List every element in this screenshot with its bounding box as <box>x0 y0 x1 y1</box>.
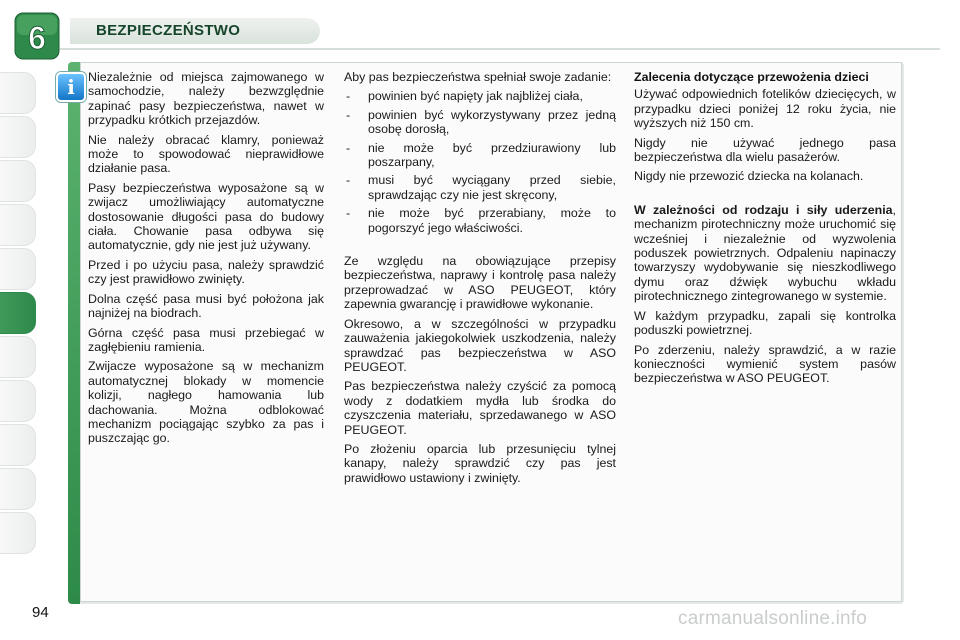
paragraph: Po zderzeniu, należy sprawdzić, a w razie konieczności wymienić system pasów bezpieczeństwa w ASO PEUGEOT. <box>634 342 896 386</box>
chapter-tab-11[interactable] <box>0 512 36 554</box>
paragraph: Pas bezpieczeństwa należy czyścić za pomocą wody z dodatkiem mydła lub środka do czyszczenia materiału, sprzedawanego w ASO PEUGEOT. <box>344 379 616 437</box>
requirements-list <box>344 89 616 235</box>
paragraph: Po złożeniu oparcia lub przesunięciu tylnej kanapy, należy sprawdzić czy pas jest prawidłowo ustawiony i zwinięty. <box>344 441 616 485</box>
chapter-badge <box>14 12 60 60</box>
chapter-tab-7[interactable] <box>0 336 36 378</box>
paragraph-rest: , mechanizm pirotechniczny może uruchomić się wcześniej i niezależnie od wyzwolenia poduszek powietrznych. Odpaleniu napinaczy towarzyszy wydobywanie się nieszkodliwego dymu oraz dźwięk wybuchu wkładu pirotechnicznego zintegrowanego w systemie. <box>634 202 896 304</box>
chapter-tab-4[interactable] <box>0 204 36 246</box>
chapter-tab-5[interactable] <box>0 248 36 290</box>
section-heading: Zalecenia dotyczące przewożenia dzieci <box>634 70 869 84</box>
text-column-2 <box>344 70 616 490</box>
list-item: - nie może być przedziurawiony lub poszarpany, <box>344 141 616 170</box>
page-title: BEZPIECZEŃSTWO <box>96 22 241 39</box>
paragraph: Nigdy nie przewozić dziecka na kolanach. <box>634 169 864 184</box>
info-panel-accent <box>68 62 80 604</box>
chapter-tab-8[interactable] <box>0 380 36 422</box>
watermark[interactable]: carmanualsonline.info <box>678 608 868 629</box>
paragraph: Dolna część pasa musi być położona jak najniżej na biodrach. <box>88 291 324 321</box>
list-item: - musi być wyciągany przed siebie, sprawdzając czy nie jest skręcony, <box>344 173 616 202</box>
paragraph: Zwijacze wyposażone są w mechanizm automatycznej blokady w momencie kolizji, nagłego hamowania lub dachowania. Można odblokować mechanizm pociągając szybko za pas i puszczając go. <box>88 359 324 446</box>
paragraph: Nie należy obracać klamry, ponieważ może to spowodować nieprawidłowe działanie pasa. <box>88 132 324 176</box>
paragraph-pyrotechnic <box>634 203 896 304</box>
paragraph: Przed i po użyciu pasa, należy sprawdzić czy jest prawidłowo zwinięty. <box>88 257 324 287</box>
bold-lead: W zależności od rodzaju i siły uderzenia <box>634 202 893 217</box>
info-icon: i <box>56 72 86 102</box>
chapter-tab-9[interactable] <box>0 424 36 466</box>
chapter-tabs <box>0 72 36 556</box>
list-item: - powinien być napięty jak najbliżej ciała, <box>344 89 616 103</box>
text-column-3 <box>634 70 896 391</box>
chapter-tab-2[interactable] <box>0 116 36 158</box>
paragraph: Ze względu na obowiązujące przepisy bezpieczeństwa, naprawy i kontrolę pasa należy przeprowadzać w ASO PEUGEOT, który zapewnia gwarancję i prawidłowe wykonanie. <box>344 254 616 312</box>
paragraph: Okresowo, a w szczególności w przypadku zauważenia jakiegokolwiek uszkodzenia, należy sprawdzać pas bezpieczeństwa w ASO PEUGEOT. <box>344 316 616 374</box>
paragraph-intro: Aby pas bezpieczeństwa spełniał swoje zadanie: <box>344 70 612 84</box>
text-column-1 <box>88 70 324 451</box>
paragraph: Używać odpowiednich fotelików dziecięcych, w przypadku dzieci poniżej 12 roku życia, nie wyższych niż 150 cm. <box>634 87 896 131</box>
header-divider <box>60 48 940 50</box>
chapter-tab-6-active[interactable] <box>0 292 36 334</box>
paragraph: Niezależnie od miejsca zajmowanego w samochodzie, należy bezwzględnie zapinać pasy bezpieczeństwa, nawet w przypadku krótkich przejazdów. <box>88 70 324 128</box>
chapter-tab-1[interactable] <box>0 72 36 114</box>
chapter-number: 6 <box>28 20 46 56</box>
list-item: - powinien być wykorzystywany przez jedną osobę dorosłą, <box>344 108 616 137</box>
list-item: - nie może być przerabiany, może to pogorszyć jego właściwości. <box>344 206 616 235</box>
chapter-tab-10[interactable] <box>0 468 36 510</box>
page-number: 94 <box>32 604 49 621</box>
paragraph: Górna część pasa musi przebiegać w zagłębieniu ramienia. <box>88 325 324 354</box>
paragraph: W każdym przypadku, zapali się kontrolka poduszki powietrznej. <box>634 308 896 338</box>
paragraph: Nigdy nie używać jednego pasa bezpieczeństwa dla wielu pasażerów. <box>634 135 896 165</box>
chapter-tab-3[interactable] <box>0 160 36 202</box>
paragraph: Pasy bezpieczeństwa wyposażone są w zwijacz umożliwiający automatyczne dostosowanie długości pasa do budowy ciała. Chowanie pasa odbywa się automatycznie, gdy nie jest już używany. <box>88 180 324 253</box>
